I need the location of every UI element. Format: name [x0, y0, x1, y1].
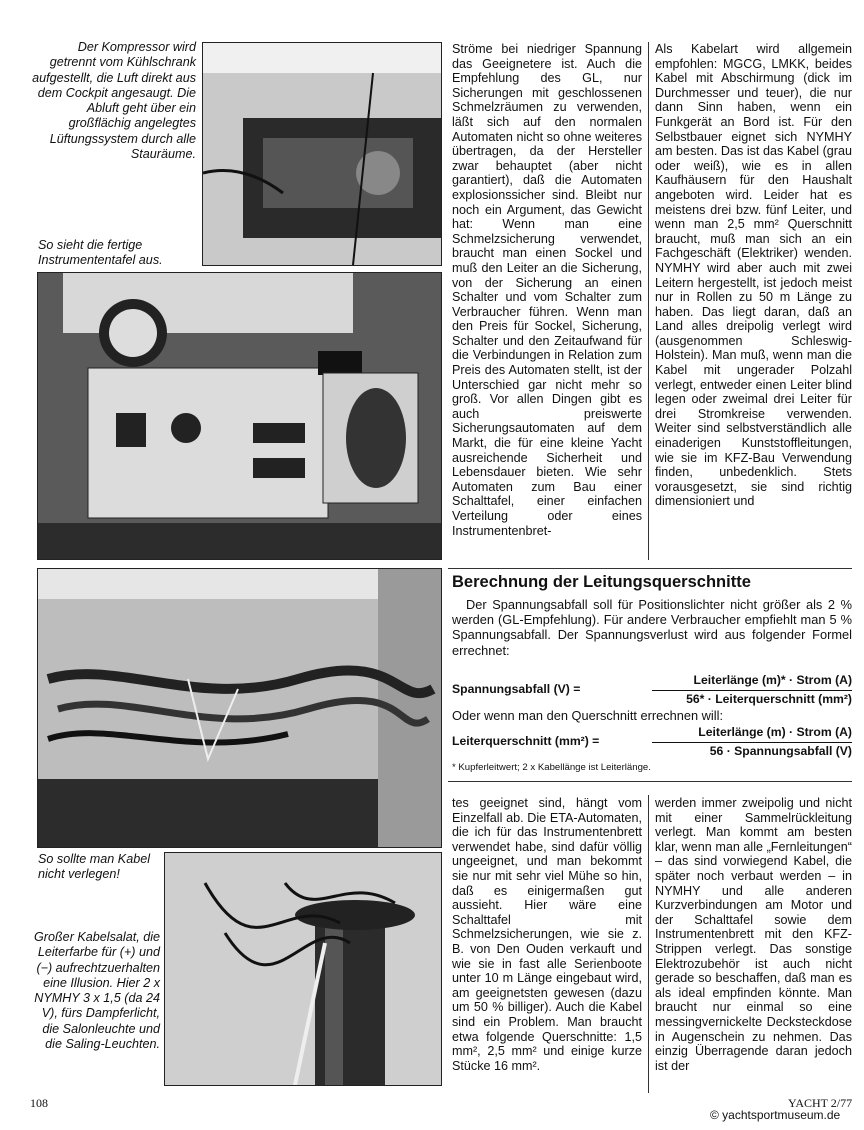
caption-panel: So sieht die fertige Instrumententafel aus.	[38, 238, 163, 268]
text-column-1-bottom: tes geeignet sind, hängt vom Einzelfall ab. Die ETA-Automaten, die ich für das Instrumentenbrett verwendet habe, sind dafür völlig ungeeignet, und man bekommt sie nur mit sehr viel Mühe so hin, daß es einigermaßen gut aussieht. Hier wäre eine Schalttafel mit Schmelzsicherungen, wie sie z. B. von Den Ouden verkauft und wie sie in fast alle Serienboote unter 10 m Länge eingebaut wird, am geeignetsten gewesen (dazu um 50 % billiger). Auch die Kabel sind ein Problem. Man braucht etwa folgende Querschnitte: 1,5 mm², 2,5 mm² und einige kurze Stücke 16 mm².	[452, 796, 642, 1073]
box-footnote: * Kupferleitwert; 2 x Kabellänge ist Leiterlänge.	[452, 762, 651, 773]
formula-2-numerator: Leiterlänge (m) · Strom (A)	[652, 724, 852, 743]
column-divider-top	[648, 42, 649, 560]
photo-cable-mess	[37, 568, 442, 848]
caption-cable-colours: Großer Kabelsalat, die Leiterfarbe für (+) und (−) aufrechtzuerhalten eine Illusion. Hier 2 x NYMHY 3 x 1,5 (da 24 V), fürs Dampferlicht, die Salonleuchte und die Saling-Leuchten.	[34, 930, 160, 1052]
formula-2-label: Leiterquerschnitt (mm²) =	[452, 734, 600, 748]
box-intro: Der Spannungsabfall soll für Positionslichter nicht größer als 2 % werden (GL-Empfehlung). Für andere Verbraucher empfiehlt man 5 % Spannungsabfall. Der Spannungsverlust wird aus folgender Formel errechnet:	[452, 597, 852, 658]
text-column-1-top: Ströme bei niedriger Spannung das Geeignetere ist. Auch die Empfehlung des GL, nur Sicherungen mit geschlossenen Schmelzräumen zu verwenden, läßt sich auf den normalen Automaten nicht so ohne weiteres übertragen, da der Hersteller zwar behauptet (aber nicht garantiert), daß die Automaten explosionssicher sind. Bleibt nur noch ein Argument, das Gewicht hat: Wenn man eine Schmelzsicherung verwendet, braucht man einen Sockel und muß den Leiter an die Sicherung, von der Sicherung an einen Schalter und vom Schalter zum Verbraucher führen. Wenn man den Preis für Sockel, Sicherung, Schalter und den Zeitaufwand für die Verbindungen in Relation zum Preis des Automaten stellt, ist der Unterschied gar nicht mehr so groß. Vor allen Dingen gibt es auch preiswerte Sicherungsautomaten auf dem Markt, die für eine kleine Yacht ausreichende Sicherheit und Lebensdauer bieten. Wie sehr Automaten zum Bau einer Schalttafel, einer einfachen Verteilung oder eines Instrumentenbret-	[452, 42, 642, 538]
page-number: 108	[30, 1096, 48, 1110]
formula-1-numerator: Leiterlänge (m)* · Strom (A)	[652, 672, 852, 691]
magazine-issue: YACHT 2/77	[788, 1096, 853, 1110]
photo-instrument-panel	[37, 272, 442, 560]
photo-cable-bundle	[164, 852, 442, 1086]
caption-compressor: Der Kompressor wird getrennt vom Kühlschrank aufgestellt, die Luft direkt aus dem Cockpit angesaugt. Die Abluft geht über ein großflächig angelegtes Lüftungssystem durch alle Stauräume.	[32, 40, 196, 162]
text-column-2-top: Als Kabelart wird allgemein empfohlen: MGCG, LMKK, beides Kabel mit Abschirmung (dick im Durchmesser und teuer), die nur dann Sinn haben, wenn ein Funkgerät an Bord ist. Für den Selbstbauer eignet sich NYMHY am besten. Das ist das Kabel (grau oder weiß), wie es in allen Kaufhäusern für den Haushalt angeboten wird. Leider hat es meistens drei bzw. fünf Leiter, und wenn man 2,5 mm² Querschnitt braucht, muß man sich an ein Fachgeschäft (Elektriker) wenden. NYMHY wird aber auch mit zwei Leitern hergestellt, ist jedoch meist nur in Rollen zu 50 m Länge zu haben. Das liegt daran, daß an Land alles dreipolig verlegt wird (ausgenommen Schleswig-Holstein). Man muß, wenn man die Kabel mit ungerader Polzahl verlegt, entweder einen Leiter blind legen oder zweimal drei Leiter für drei Stromkreise verwenden. Weiter sind selbstverständlich alle einaderigen Kunststoffleitungen, wie sie im KFZ-Bau Verwendung finden, unbedenklich. Stets vorausgesetzt, sie sind richtig dimensioniert und	[655, 42, 852, 509]
caption-wrong-cabling: So sollte man Kabel nicht verlegen!	[38, 852, 151, 882]
formula-cross-section	[452, 724, 852, 762]
box-middle-text: Oder wenn man den Querschnitt errechnen will:	[452, 708, 724, 723]
formula-2-fraction	[652, 724, 852, 760]
box-rule-bottom	[448, 781, 852, 782]
watermark: © yachtsportmuseum.de	[710, 1108, 841, 1122]
photo-compressor	[202, 42, 442, 266]
box-title: Berechnung der Leitungsquerschnitte	[452, 573, 751, 591]
formula-voltage-drop	[452, 672, 852, 710]
formula-1-label: Spannungsabfall (V) =	[452, 682, 581, 696]
formula-1-denominator: 56* · Leiterquerschnitt (mm²)	[686, 692, 852, 706]
text-column-2-bottom: werden immer zweipolig und nicht mit einer Sammelrückleitung verlegt. Man kommt am besten klar, wenn man alle „Fernleitungen“ – das sind vorwiegend Kabel, die später noch verbaut werden – in NYMHY und alle anderen Kurzverbindungen am Motor und der Schalttafel sowie dem Instrumentenbrett mit den KFZ-Strippen verlegt. Das sonstige Elektrozubehör ist auch nicht gerade so beschaffen, daß man es als ideal empfinden könnte. Man braucht nur einmal so eine messingvernickelte Decksteckdose in Augenschein zu nehmen. Das einzig Überragende daran jedoch ist der	[655, 796, 852, 1073]
box-rule-top	[448, 568, 852, 569]
formula-1-fraction	[652, 672, 852, 708]
column-divider-bottom	[648, 795, 649, 1093]
formula-2-denominator: 56 · Spannungsabfall (V)	[709, 744, 852, 758]
